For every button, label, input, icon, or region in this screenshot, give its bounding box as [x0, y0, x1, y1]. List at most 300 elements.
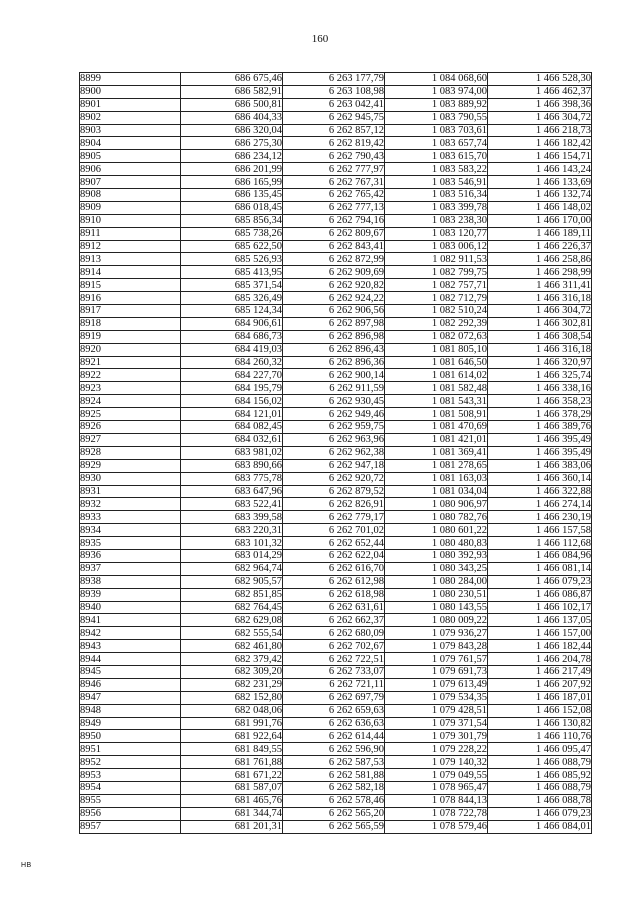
- coordinate-y2-cell: 1 466 304,72: [488, 305, 592, 318]
- coordinate-y2-cell: 1 466 095,47: [488, 743, 592, 756]
- point-number-cell: 8930: [80, 472, 181, 485]
- coordinate-y1-cell: 6 262 962,38: [283, 446, 385, 459]
- table-row: [80, 421, 592, 434]
- coordinate-y1-cell: 6 262 949,46: [283, 408, 385, 421]
- coordinate-x1-cell: 681 991,76: [181, 717, 283, 730]
- coordinate-x1-cell: 686 404,33: [181, 111, 283, 124]
- coordinate-y1-cell: 6 262 872,99: [283, 253, 385, 266]
- coordinate-y1-cell: 6 262 631,61: [283, 601, 385, 614]
- coordinate-y1-cell: 6 262 697,79: [283, 691, 385, 704]
- coordinate-y1-cell: 6 262 659,63: [283, 704, 385, 717]
- coordinate-x1-cell: 684 227,70: [181, 369, 283, 382]
- coordinate-x1-cell: 685 124,34: [181, 305, 283, 318]
- coordinate-x1-cell: 683 647,96: [181, 485, 283, 498]
- table-row: [80, 253, 592, 266]
- coordinate-x2-cell: 1 081 034,04: [385, 485, 488, 498]
- point-number-cell: 8944: [80, 653, 181, 666]
- point-number-cell: 8929: [80, 459, 181, 472]
- coordinate-y1-cell: 6 262 947,18: [283, 459, 385, 472]
- coordinate-x2-cell: 1 083 546,91: [385, 176, 488, 189]
- coordinate-x2-cell: 1 083 657,74: [385, 137, 488, 150]
- coordinate-y2-cell: 1 466 258,86: [488, 253, 592, 266]
- coordinate-x1-cell: 684 260,32: [181, 356, 283, 369]
- table-row: [80, 240, 592, 253]
- coordinate-y2-cell: 1 466 086,87: [488, 588, 592, 601]
- coordinate-x2-cell: 1 083 583,22: [385, 163, 488, 176]
- table-row: [80, 279, 592, 292]
- coordinate-y2-cell: 1 466 157,00: [488, 627, 592, 640]
- coordinate-y1-cell: 6 262 614,44: [283, 730, 385, 743]
- coordinate-y1-cell: 6 262 765,42: [283, 189, 385, 202]
- coordinate-y1-cell: 6 262 616,70: [283, 562, 385, 575]
- coordinate-x2-cell: 1 078 722,78: [385, 807, 488, 820]
- point-number-cell: 8913: [80, 253, 181, 266]
- point-number-cell: 8946: [80, 678, 181, 691]
- coordinate-x1-cell: 684 686,73: [181, 330, 283, 343]
- coordinate-x1-cell: 683 101,32: [181, 537, 283, 550]
- point-number-cell: 8934: [80, 524, 181, 537]
- coordinate-y1-cell: 6 262 794,16: [283, 214, 385, 227]
- coordinate-y2-cell: 1 466 079,23: [488, 807, 592, 820]
- footer-mark: HB: [21, 862, 32, 869]
- table-row: [80, 150, 592, 163]
- table-row: [80, 820, 592, 833]
- point-number-cell: 8952: [80, 756, 181, 769]
- coordinate-x1-cell: 686 165,99: [181, 176, 283, 189]
- coordinate-x2-cell: 1 080 601,22: [385, 524, 488, 537]
- point-number-cell: 8953: [80, 769, 181, 782]
- coordinate-x1-cell: 686 135,45: [181, 189, 283, 202]
- coordinate-x2-cell: 1 079 428,51: [385, 704, 488, 717]
- coordinate-y1-cell: 6 262 896,43: [283, 343, 385, 356]
- table-row: [80, 85, 592, 98]
- table-row: [80, 266, 592, 279]
- coordinate-x1-cell: 681 587,07: [181, 781, 283, 794]
- point-number-cell: 8951: [80, 743, 181, 756]
- table-row: [80, 562, 592, 575]
- point-number-cell: 8919: [80, 330, 181, 343]
- coordinate-y2-cell: 1 466 316,18: [488, 292, 592, 305]
- coordinate-x2-cell: 1 080 906,97: [385, 498, 488, 511]
- point-number-cell: 8956: [80, 807, 181, 820]
- table-row: [80, 485, 592, 498]
- coordinate-y1-cell: 6 262 897,98: [283, 317, 385, 330]
- table-row: [80, 111, 592, 124]
- point-number-cell: 8915: [80, 279, 181, 292]
- coordinate-x2-cell: 1 080 392,93: [385, 549, 488, 562]
- coordinate-x2-cell: 1 080 284,00: [385, 575, 488, 588]
- coordinate-x1-cell: 682 964,74: [181, 562, 283, 575]
- coordinate-x2-cell: 1 079 691,73: [385, 665, 488, 678]
- coordinate-x1-cell: 682 629,08: [181, 614, 283, 627]
- table-row: [80, 717, 592, 730]
- table-row: [80, 601, 592, 614]
- point-number-cell: 8955: [80, 794, 181, 807]
- point-number-cell: 8938: [80, 575, 181, 588]
- coordinate-y2-cell: 1 466 130,82: [488, 717, 592, 730]
- coordinate-y1-cell: 6 262 896,36: [283, 356, 385, 369]
- table-row: [80, 214, 592, 227]
- coordinate-x2-cell: 1 082 510,24: [385, 305, 488, 318]
- coordinate-y1-cell: 6 262 777,13: [283, 201, 385, 214]
- coordinate-x1-cell: 686 675,46: [181, 73, 283, 86]
- coordinate-y1-cell: 6 262 945,75: [283, 111, 385, 124]
- point-number-cell: 8907: [80, 176, 181, 189]
- point-number-cell: 8924: [80, 395, 181, 408]
- coordinate-x2-cell: 1 083 120,77: [385, 227, 488, 240]
- coordinate-y2-cell: 1 466 389,76: [488, 421, 592, 434]
- coordinate-y1-cell: 6 262 722,51: [283, 653, 385, 666]
- coordinate-x1-cell: 686 018,45: [181, 201, 283, 214]
- coordinate-y2-cell: 1 466 084,96: [488, 549, 592, 562]
- coordinate-x2-cell: 1 082 072,63: [385, 330, 488, 343]
- coordinate-x1-cell: 686 275,30: [181, 137, 283, 150]
- point-number-cell: 8936: [80, 549, 181, 562]
- coordinate-y2-cell: 1 466 230,19: [488, 511, 592, 524]
- coordinate-x1-cell: 685 856,34: [181, 214, 283, 227]
- table-row: [80, 176, 592, 189]
- coordinate-x2-cell: 1 079 534,35: [385, 691, 488, 704]
- coordinate-x1-cell: 681 201,31: [181, 820, 283, 833]
- table-row: [80, 408, 592, 421]
- coordinate-x2-cell: 1 081 278,65: [385, 459, 488, 472]
- table-row: [80, 433, 592, 446]
- point-number-cell: 8926: [80, 421, 181, 434]
- coordinate-x1-cell: 685 371,54: [181, 279, 283, 292]
- coordinate-y2-cell: 1 466 207,92: [488, 678, 592, 691]
- point-number-cell: 8943: [80, 640, 181, 653]
- point-number-cell: 8918: [80, 317, 181, 330]
- coordinate-x2-cell: 1 083 974,00: [385, 85, 488, 98]
- table-row: [80, 794, 592, 807]
- point-number-cell: 8957: [80, 820, 181, 833]
- table-row: [80, 653, 592, 666]
- coordinate-x1-cell: 683 890,66: [181, 459, 283, 472]
- coordinate-x1-cell: 684 082,45: [181, 421, 283, 434]
- coordinate-y2-cell: 1 466 085,92: [488, 769, 592, 782]
- table-row: [80, 640, 592, 653]
- coordinate-y2-cell: 1 466 112,68: [488, 537, 592, 550]
- coordinate-y2-cell: 1 466 378,29: [488, 408, 592, 421]
- point-number-cell: 8928: [80, 446, 181, 459]
- coordinate-y1-cell: 6 262 909,69: [283, 266, 385, 279]
- coordinates-table: [79, 72, 592, 834]
- coordinate-x1-cell: 682 048,06: [181, 704, 283, 717]
- point-number-cell: 8920: [80, 343, 181, 356]
- coordinate-x1-cell: 685 738,26: [181, 227, 283, 240]
- point-number-cell: 8948: [80, 704, 181, 717]
- coordinate-x2-cell: 1 079 843,28: [385, 640, 488, 653]
- table-row: [80, 73, 592, 86]
- table-row: [80, 511, 592, 524]
- coordinate-y2-cell: 1 466 088,79: [488, 781, 592, 794]
- coordinate-y2-cell: 1 466 148,02: [488, 201, 592, 214]
- point-number-cell: 8937: [80, 562, 181, 575]
- coordinates-table-body: [80, 73, 592, 834]
- coordinate-y2-cell: 1 466 189,11: [488, 227, 592, 240]
- coordinate-y1-cell: 6 262 963,96: [283, 433, 385, 446]
- coordinate-y2-cell: 1 466 304,72: [488, 111, 592, 124]
- coordinate-y1-cell: 6 262 721,11: [283, 678, 385, 691]
- coordinate-y2-cell: 1 466 298,99: [488, 266, 592, 279]
- coordinate-y1-cell: 6 263 042,41: [283, 98, 385, 111]
- coordinate-y2-cell: 1 466 088,78: [488, 794, 592, 807]
- coordinate-y1-cell: 6 262 924,22: [283, 292, 385, 305]
- coordinate-y1-cell: 6 262 790,43: [283, 150, 385, 163]
- coordinate-y2-cell: 1 466 137,05: [488, 614, 592, 627]
- coordinate-y1-cell: 6 262 920,72: [283, 472, 385, 485]
- coordinate-y2-cell: 1 466 311,41: [488, 279, 592, 292]
- coordinate-x2-cell: 1 083 703,61: [385, 124, 488, 137]
- coordinate-y1-cell: 6 262 879,52: [283, 485, 385, 498]
- point-number-cell: 8949: [80, 717, 181, 730]
- table-row: [80, 575, 592, 588]
- coordinate-y1-cell: 6 262 959,75: [283, 421, 385, 434]
- coordinate-y2-cell: 1 466 308,54: [488, 330, 592, 343]
- coordinate-x1-cell: 682 152,80: [181, 691, 283, 704]
- coordinate-x1-cell: 686 500,81: [181, 98, 283, 111]
- point-number-cell: 8916: [80, 292, 181, 305]
- coordinate-x1-cell: 682 231,29: [181, 678, 283, 691]
- coordinate-x2-cell: 1 081 508,91: [385, 408, 488, 421]
- table-row: [80, 137, 592, 150]
- coordinate-y2-cell: 1 466 182,42: [488, 137, 592, 150]
- coordinate-y1-cell: 6 262 857,12: [283, 124, 385, 137]
- coordinate-x1-cell: 681 922,64: [181, 730, 283, 743]
- coordinate-y1-cell: 6 262 767,31: [283, 176, 385, 189]
- coordinate-y2-cell: 1 466 154,71: [488, 150, 592, 163]
- coordinate-y1-cell: 6 262 582,18: [283, 781, 385, 794]
- table-row: [80, 305, 592, 318]
- coordinate-x2-cell: 1 079 613,49: [385, 678, 488, 691]
- coordinate-y1-cell: 6 262 930,45: [283, 395, 385, 408]
- coordinate-x2-cell: 1 083 006,12: [385, 240, 488, 253]
- coordinate-y2-cell: 1 466 152,08: [488, 704, 592, 717]
- coordinate-x1-cell: 681 344,74: [181, 807, 283, 820]
- coordinate-y1-cell: 6 262 906,56: [283, 305, 385, 318]
- table-row: [80, 292, 592, 305]
- coordinate-y1-cell: 6 262 920,82: [283, 279, 385, 292]
- coordinate-x2-cell: 1 080 782,76: [385, 511, 488, 524]
- table-row: [80, 588, 592, 601]
- coordinate-x1-cell: 682 555,54: [181, 627, 283, 640]
- coordinate-y1-cell: 6 262 596,90: [283, 743, 385, 756]
- coordinate-y2-cell: 1 466 528,30: [488, 73, 592, 86]
- coordinate-y1-cell: 6 262 896,98: [283, 330, 385, 343]
- point-number-cell: 8922: [80, 369, 181, 382]
- table-row: [80, 807, 592, 820]
- point-number-cell: 8904: [80, 137, 181, 150]
- coordinate-y2-cell: 1 466 102,17: [488, 601, 592, 614]
- coordinate-x1-cell: 683 981,02: [181, 446, 283, 459]
- point-number-cell: 8899: [80, 73, 181, 86]
- coordinate-y2-cell: 1 466 157,58: [488, 524, 592, 537]
- point-number-cell: 8912: [80, 240, 181, 253]
- point-number-cell: 8925: [80, 408, 181, 421]
- point-number-cell: 8932: [80, 498, 181, 511]
- table-row: [80, 472, 592, 485]
- coordinate-x1-cell: 686 320,04: [181, 124, 283, 137]
- coordinate-x2-cell: 1 079 936,27: [385, 627, 488, 640]
- coordinate-y1-cell: 6 262 911,59: [283, 382, 385, 395]
- coordinate-x1-cell: 683 399,58: [181, 511, 283, 524]
- table-row: [80, 124, 592, 137]
- coordinate-y1-cell: 6 262 565,20: [283, 807, 385, 820]
- coordinate-y1-cell: 6 262 701,02: [283, 524, 385, 537]
- coordinate-x2-cell: 1 083 238,30: [385, 214, 488, 227]
- table-row: [80, 627, 592, 640]
- coordinate-x1-cell: 685 622,50: [181, 240, 283, 253]
- table-row: [80, 446, 592, 459]
- coordinate-x1-cell: 684 156,02: [181, 395, 283, 408]
- coordinate-x2-cell: 1 082 799,75: [385, 266, 488, 279]
- coordinate-x2-cell: 1 079 049,55: [385, 769, 488, 782]
- coordinate-x1-cell: 682 461,80: [181, 640, 283, 653]
- point-number-cell: 8908: [80, 189, 181, 202]
- coordinate-y2-cell: 1 466 320,97: [488, 356, 592, 369]
- coordinate-x1-cell: 681 761,88: [181, 756, 283, 769]
- coordinate-y1-cell: 6 262 578,46: [283, 794, 385, 807]
- table-row: [80, 163, 592, 176]
- coordinate-x2-cell: 1 081 805,10: [385, 343, 488, 356]
- coordinate-x1-cell: 685 526,93: [181, 253, 283, 266]
- coordinate-x1-cell: 681 671,22: [181, 769, 283, 782]
- coordinate-y2-cell: 1 466 110,76: [488, 730, 592, 743]
- table-row: [80, 343, 592, 356]
- coordinate-x1-cell: 686 201,99: [181, 163, 283, 176]
- table-row: [80, 395, 592, 408]
- coordinate-x2-cell: 1 080 143,55: [385, 601, 488, 614]
- coordinate-y1-cell: 6 262 826,91: [283, 498, 385, 511]
- coordinate-y2-cell: 1 466 088,79: [488, 756, 592, 769]
- coordinate-x2-cell: 1 082 911,53: [385, 253, 488, 266]
- coordinate-x1-cell: 683 220,31: [181, 524, 283, 537]
- point-number-cell: 8905: [80, 150, 181, 163]
- point-number-cell: 8954: [80, 781, 181, 794]
- coordinate-y2-cell: 1 466 358,23: [488, 395, 592, 408]
- coordinate-y2-cell: 1 466 217,49: [488, 665, 592, 678]
- coordinate-y1-cell: 6 262 652,44: [283, 537, 385, 550]
- point-number-cell: 8902: [80, 111, 181, 124]
- coordinate-y2-cell: 1 466 325,74: [488, 369, 592, 382]
- coordinate-y1-cell: 6 262 565,59: [283, 820, 385, 833]
- coordinate-y2-cell: 1 466 204,78: [488, 653, 592, 666]
- coordinate-x2-cell: 1 083 790,55: [385, 111, 488, 124]
- coordinate-y2-cell: 1 466 302,81: [488, 317, 592, 330]
- coordinate-y2-cell: 1 466 226,37: [488, 240, 592, 253]
- point-number-cell: 8927: [80, 433, 181, 446]
- coordinate-y2-cell: 1 466 218,73: [488, 124, 592, 137]
- coordinate-y1-cell: 6 262 680,09: [283, 627, 385, 640]
- table-row: [80, 756, 592, 769]
- table-row: [80, 317, 592, 330]
- coordinate-y1-cell: 6 262 843,41: [283, 240, 385, 253]
- coordinate-x2-cell: 1 080 009,22: [385, 614, 488, 627]
- coordinate-x2-cell: 1 083 615,70: [385, 150, 488, 163]
- coordinate-y1-cell: 6 262 581,88: [283, 769, 385, 782]
- coordinate-x2-cell: 1 080 480,83: [385, 537, 488, 550]
- coordinate-x1-cell: 682 309,20: [181, 665, 283, 678]
- coordinate-y2-cell: 1 466 133,69: [488, 176, 592, 189]
- coordinate-x1-cell: 682 905,57: [181, 575, 283, 588]
- coordinate-y2-cell: 1 466 360,14: [488, 472, 592, 485]
- point-number-cell: 8917: [80, 305, 181, 318]
- coordinate-x2-cell: 1 081 163,03: [385, 472, 488, 485]
- table-row: [80, 549, 592, 562]
- coordinate-x2-cell: 1 079 301,79: [385, 730, 488, 743]
- coordinate-y2-cell: 1 466 274,14: [488, 498, 592, 511]
- point-number-cell: 8901: [80, 98, 181, 111]
- coordinate-y1-cell: 6 262 662,37: [283, 614, 385, 627]
- coordinate-x2-cell: 1 081 421,01: [385, 433, 488, 446]
- table-row: [80, 537, 592, 550]
- coordinate-x2-cell: 1 081 369,41: [385, 446, 488, 459]
- coordinate-x2-cell: 1 082 757,71: [385, 279, 488, 292]
- coordinate-y2-cell: 1 466 081,14: [488, 562, 592, 575]
- table-row: [80, 665, 592, 678]
- coordinate-y1-cell: 6 262 809,67: [283, 227, 385, 240]
- coordinate-y2-cell: 1 466 322,88: [488, 485, 592, 498]
- table-row: [80, 201, 592, 214]
- point-number-cell: 8903: [80, 124, 181, 137]
- point-number-cell: 8931: [80, 485, 181, 498]
- coordinate-x2-cell: 1 079 140,32: [385, 756, 488, 769]
- coordinate-x2-cell: 1 082 292,39: [385, 317, 488, 330]
- table-row: [80, 678, 592, 691]
- table-row: [80, 330, 592, 343]
- table-row: [80, 769, 592, 782]
- coordinate-x2-cell: 1 081 470,69: [385, 421, 488, 434]
- coordinate-y2-cell: 1 466 084,01: [488, 820, 592, 833]
- coordinate-y2-cell: 1 466 338,16: [488, 382, 592, 395]
- coordinate-y2-cell: 1 466 395,49: [488, 446, 592, 459]
- coordinate-x1-cell: 685 326,49: [181, 292, 283, 305]
- coordinate-y1-cell: 6 262 587,53: [283, 756, 385, 769]
- coordinate-y1-cell: 6 262 636,63: [283, 717, 385, 730]
- coordinate-x1-cell: 686 582,91: [181, 85, 283, 98]
- coordinate-x1-cell: 683 014,29: [181, 549, 283, 562]
- point-number-cell: 8921: [80, 356, 181, 369]
- coordinate-y1-cell: 6 262 779,17: [283, 511, 385, 524]
- coordinate-x2-cell: 1 079 371,54: [385, 717, 488, 730]
- coordinate-x1-cell: 681 849,55: [181, 743, 283, 756]
- coordinate-y2-cell: 1 466 132,74: [488, 189, 592, 202]
- coordinate-y2-cell: 1 466 316,18: [488, 343, 592, 356]
- table-row: [80, 781, 592, 794]
- point-number-cell: 8923: [80, 382, 181, 395]
- coordinate-y2-cell: 1 466 170,00: [488, 214, 592, 227]
- coordinate-y1-cell: 6 263 108,98: [283, 85, 385, 98]
- coordinate-y2-cell: 1 466 182,44: [488, 640, 592, 653]
- point-number-cell: 8940: [80, 601, 181, 614]
- coordinate-x2-cell: 1 079 228,22: [385, 743, 488, 756]
- coordinate-y1-cell: 6 262 777,97: [283, 163, 385, 176]
- coordinate-x2-cell: 1 083 516,34: [385, 189, 488, 202]
- coordinate-y2-cell: 1 466 187,01: [488, 691, 592, 704]
- coordinate-x1-cell: 686 234,12: [181, 150, 283, 163]
- coordinate-y1-cell: 6 262 612,98: [283, 575, 385, 588]
- point-number-cell: 8935: [80, 537, 181, 550]
- coordinate-y1-cell: 6 262 819,42: [283, 137, 385, 150]
- coordinate-x2-cell: 1 078 579,46: [385, 820, 488, 833]
- coordinate-y2-cell: 1 466 143,24: [488, 163, 592, 176]
- table-row: [80, 227, 592, 240]
- coordinate-y1-cell: 6 262 702,67: [283, 640, 385, 653]
- coordinate-x2-cell: 1 080 230,51: [385, 588, 488, 601]
- coordinate-x2-cell: 1 079 761,57: [385, 653, 488, 666]
- coordinate-y2-cell: 1 466 079,23: [488, 575, 592, 588]
- table-row: [80, 459, 592, 472]
